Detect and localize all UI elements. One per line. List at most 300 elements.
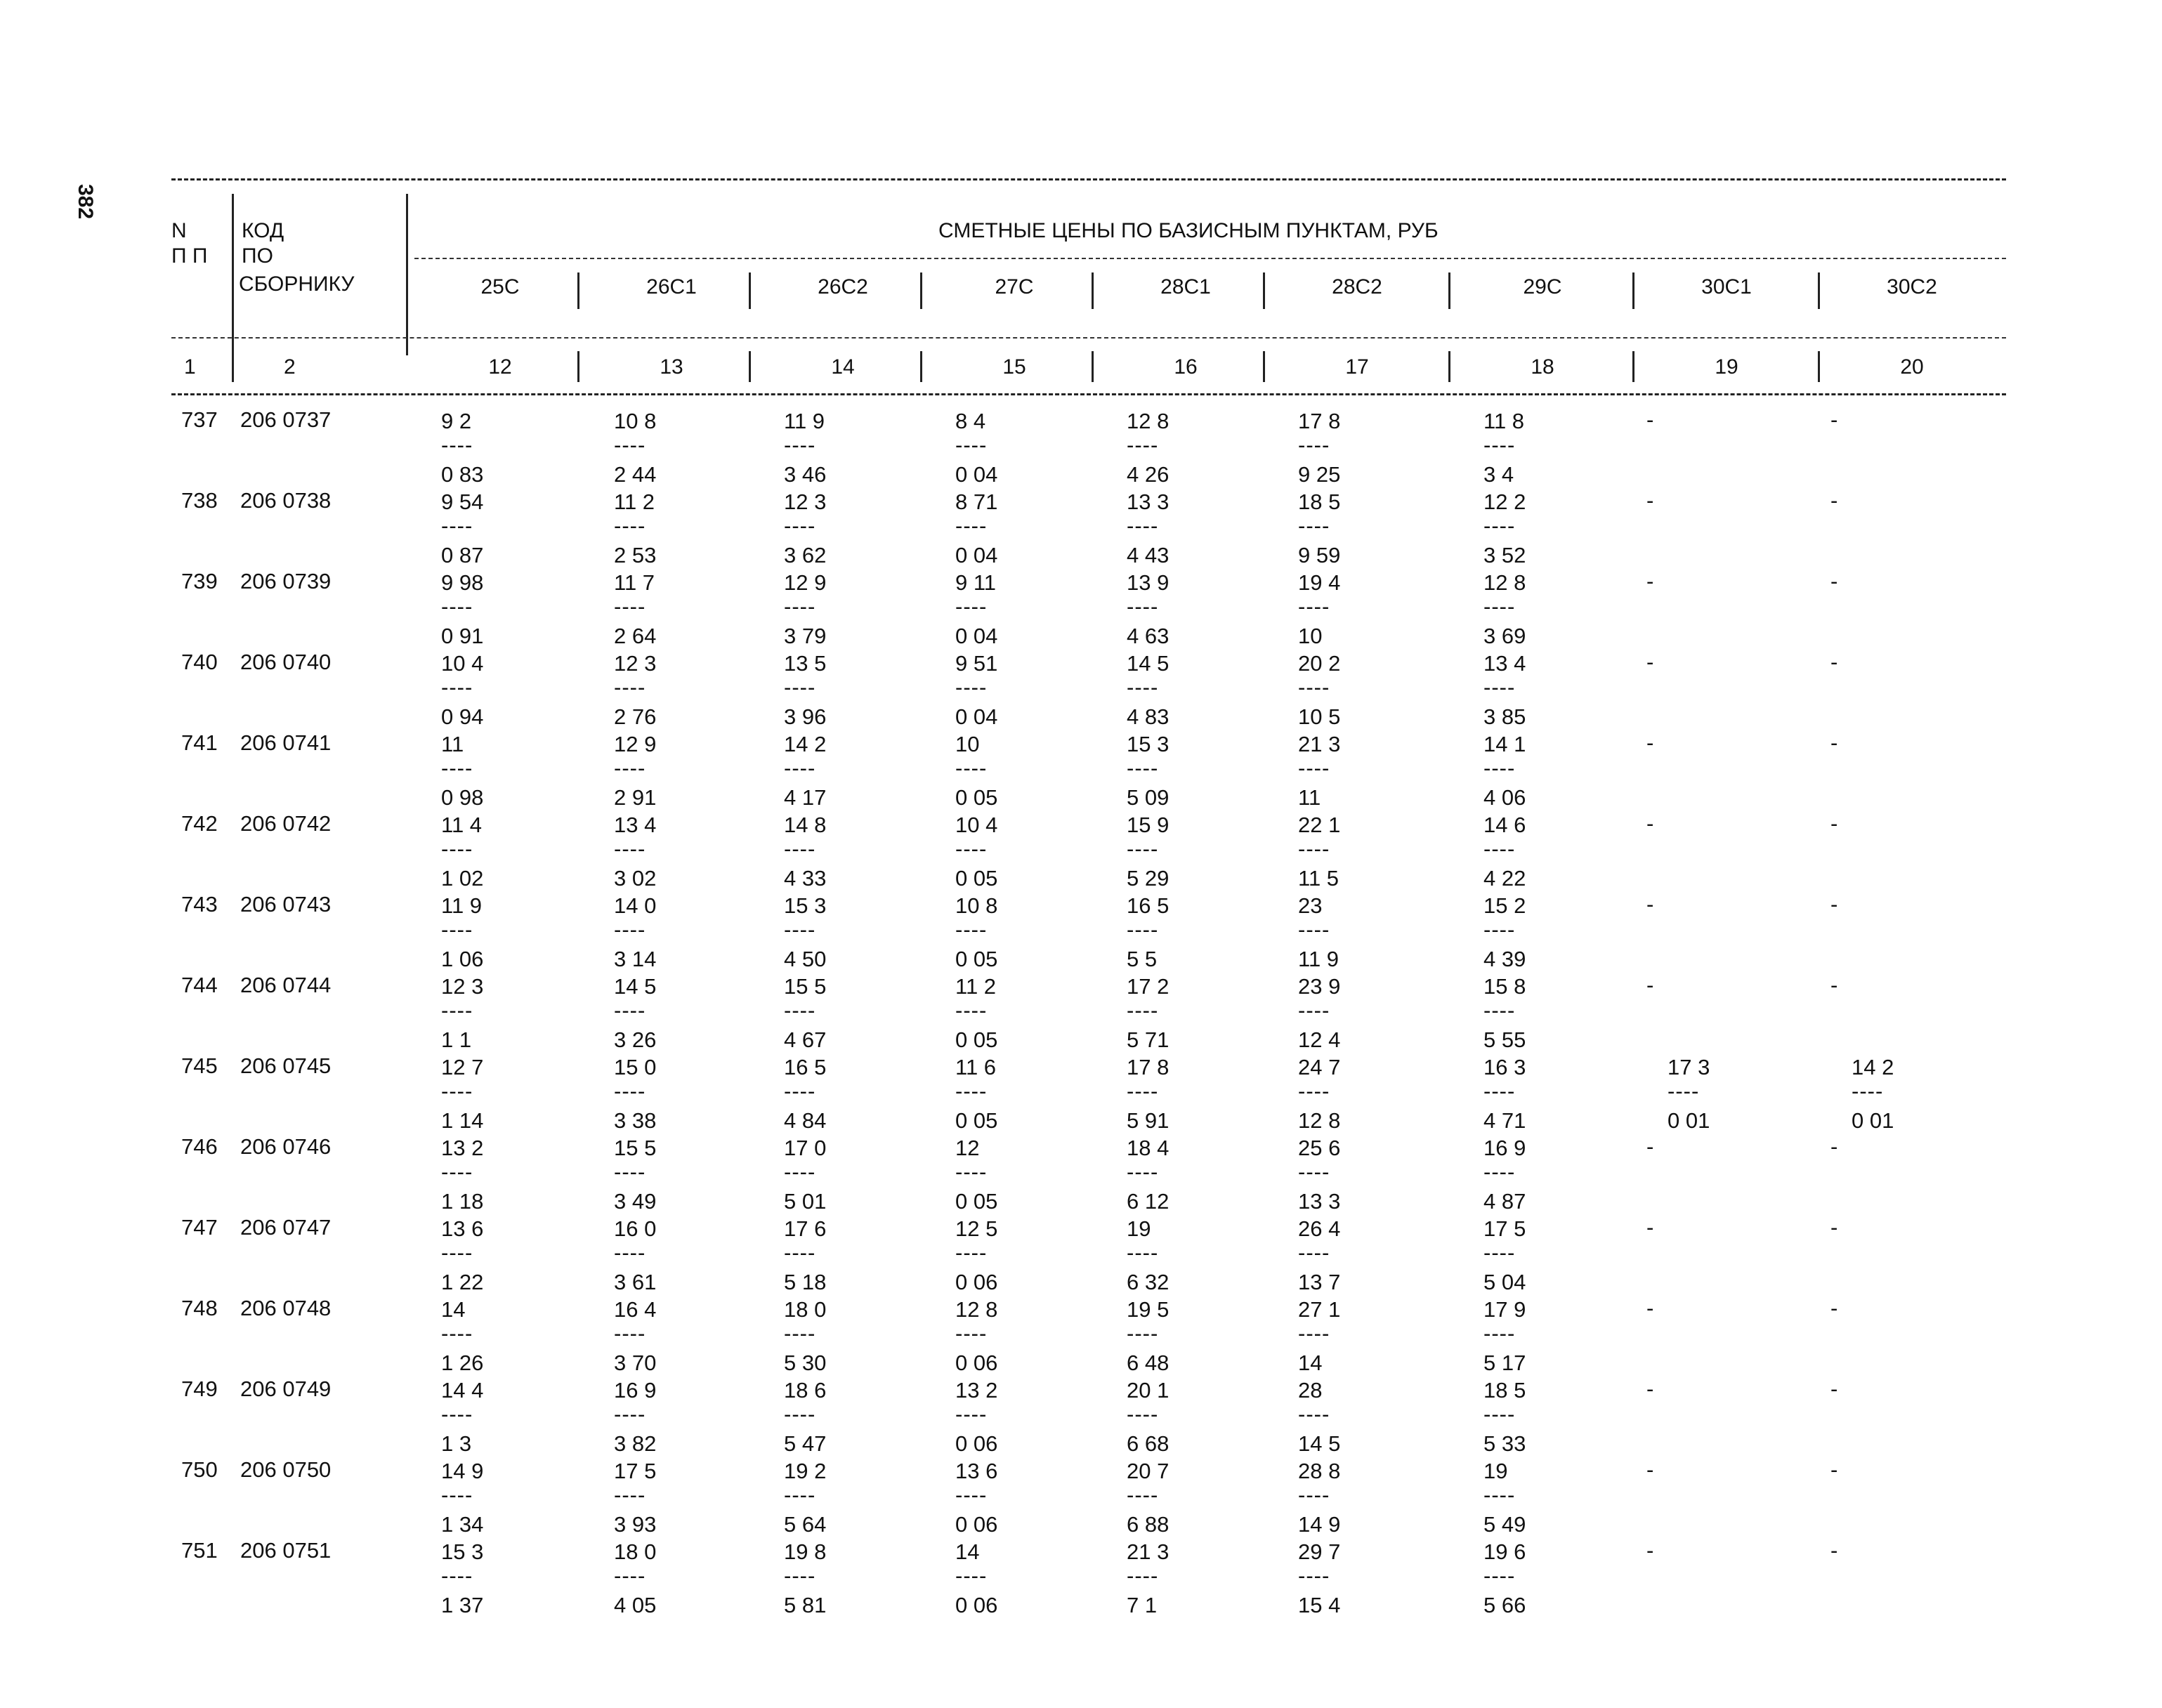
row-code: 206 0738 <box>240 488 332 513</box>
price-cell <box>1298 1296 1340 1377</box>
fraction-rule: ---- <box>784 998 816 1023</box>
price-value: 0 04 <box>955 704 998 729</box>
price-value: 4 87 <box>1483 1189 1526 1214</box>
price-value: 13 5 <box>784 651 827 676</box>
price-value: 10 <box>1298 624 1323 648</box>
price-value: 13 7 <box>1298 1270 1341 1294</box>
price-value: 1 14 <box>441 1108 484 1133</box>
price-value: 5 17 <box>1483 1351 1526 1375</box>
fraction-rule: ---- <box>441 1321 473 1346</box>
fraction-rule: ---- <box>1298 1563 1330 1588</box>
price-value: 5 64 <box>784 1512 827 1537</box>
price-value: 6 68 <box>1127 1431 1170 1456</box>
price-cell <box>441 811 483 893</box>
row-number: 747 <box>181 1215 218 1240</box>
price-value: 13 3 <box>1127 490 1170 514</box>
price-value: 26 4 <box>1298 1216 1341 1241</box>
price-cell <box>784 488 826 570</box>
price-value: 15 9 <box>1127 813 1170 837</box>
fraction-rule: ---- <box>441 1240 473 1265</box>
fraction-rule: ---- <box>1483 836 1516 861</box>
fraction-rule: ---- <box>441 594 473 619</box>
price-value: 24 7 <box>1298 1055 1341 1079</box>
price-value: 14 5 <box>614 974 657 999</box>
price-value: 5 04 <box>1483 1270 1526 1294</box>
row-code: 206 0750 <box>240 1457 332 1482</box>
fraction-rule: ---- <box>1298 1483 1330 1507</box>
price-cell <box>1483 811 1526 893</box>
price-value: 14 5 <box>1127 651 1170 676</box>
price-cell <box>1127 569 1169 650</box>
price-value: 1 02 <box>441 866 484 891</box>
price-value: 2 76 <box>614 704 657 729</box>
price-cell <box>441 569 483 650</box>
price-value: 11 2 <box>614 490 655 514</box>
fraction-rule: ---- <box>1298 1160 1330 1184</box>
price-value: 3 49 <box>614 1189 657 1214</box>
column-number: 1 <box>184 355 196 379</box>
column-divider <box>1448 351 1450 382</box>
price-cell <box>441 1053 483 1135</box>
price-cell <box>1483 1215 1526 1296</box>
price-value: 19 <box>1127 1216 1151 1241</box>
price-value: 9 59 <box>1298 543 1341 567</box>
empty-value: - <box>1830 892 1838 917</box>
row-number: 748 <box>181 1296 218 1320</box>
fraction-rule: ---- <box>441 1483 473 1507</box>
price-value: 4 67 <box>784 1027 827 1052</box>
price-value: 3 62 <box>784 543 827 567</box>
price-value: 5 81 <box>784 1593 827 1617</box>
price-value: 6 32 <box>1127 1270 1170 1294</box>
row-code: 206 0749 <box>240 1377 332 1401</box>
price-value: 2 53 <box>614 543 657 567</box>
price-value: 16 5 <box>784 1055 827 1079</box>
row-number: 738 <box>181 488 218 513</box>
price-cell <box>1483 1538 1526 1620</box>
fraction-rule: ---- <box>614 1321 646 1346</box>
price-value: 16 0 <box>614 1216 657 1241</box>
price-cell <box>1298 1134 1340 1216</box>
price-value: 1 18 <box>441 1189 484 1214</box>
price-cell <box>1127 1377 1169 1458</box>
price-value: 27 1 <box>1298 1297 1341 1322</box>
price-cell <box>784 892 826 973</box>
price-value: 0 04 <box>955 624 998 648</box>
price-cell <box>614 811 656 893</box>
row-number: 737 <box>181 407 218 432</box>
price-value: 18 5 <box>1298 490 1341 514</box>
price-value: 25 6 <box>1298 1136 1341 1160</box>
header-bottom-rule <box>171 393 2006 395</box>
price-value: 1 1 <box>441 1027 472 1052</box>
column-header: 30С1 <box>1701 275 1752 298</box>
price-cell <box>955 1296 997 1377</box>
price-value: 17 6 <box>784 1216 827 1241</box>
empty-value: - <box>1646 1457 1654 1482</box>
price-cell <box>1298 407 1340 489</box>
fraction-rule: ---- <box>1298 917 1330 942</box>
price-value: 10 8 <box>955 893 998 918</box>
row-number: 740 <box>181 650 218 674</box>
price-cell <box>955 1377 997 1458</box>
price-cell <box>1127 1215 1169 1296</box>
fraction-rule: ---- <box>1298 756 1330 780</box>
fraction-rule: ---- <box>1127 1563 1159 1588</box>
fraction-rule: ---- <box>1127 1483 1159 1507</box>
price-value: 12 4 <box>1298 1027 1341 1052</box>
row-code: 206 0747 <box>240 1215 332 1240</box>
fraction-rule: ---- <box>1298 594 1330 619</box>
fraction-rule: ---- <box>1483 1402 1516 1426</box>
fraction-rule: ---- <box>784 836 816 861</box>
price-cell <box>1127 1538 1169 1620</box>
table-row <box>0 1377 2162 1457</box>
fraction-rule: ---- <box>614 1160 646 1184</box>
price-value: 9 25 <box>1298 462 1341 487</box>
fraction-rule: ---- <box>784 513 816 538</box>
price-value: 12 9 <box>784 570 827 595</box>
price-value: 5 18 <box>784 1270 827 1294</box>
column-header: 25С <box>480 275 520 298</box>
price-cell <box>1298 1377 1340 1458</box>
row-number: 742 <box>181 811 218 836</box>
empty-value: - <box>1646 1377 1654 1401</box>
table-row <box>0 1457 2162 1538</box>
fraction-rule: ---- <box>955 433 988 457</box>
fraction-rule: ---- <box>784 917 816 942</box>
price-cell <box>1483 892 1526 973</box>
price-value: 0 06 <box>955 1593 998 1617</box>
table-row <box>0 1134 2162 1215</box>
price-value: 15 3 <box>1127 732 1170 756</box>
fraction-rule: ---- <box>784 1079 816 1103</box>
price-cell <box>784 1215 826 1296</box>
column-header: 26С2 <box>818 275 868 298</box>
price-value: 15 4 <box>1298 1593 1341 1617</box>
empty-value: - <box>1646 407 1654 432</box>
price-value: 17 8 <box>1127 1055 1170 1079</box>
fraction-rule: ---- <box>1298 998 1330 1023</box>
price-value: 1 06 <box>441 947 484 971</box>
price-value: 23 9 <box>1298 974 1341 999</box>
empty-value: - <box>1830 569 1838 593</box>
price-value: 2 44 <box>614 462 657 487</box>
price-value: 12 8 <box>1298 1108 1341 1133</box>
price-value: 10 8 <box>614 409 657 433</box>
price-value: 11 <box>441 732 464 756</box>
price-value: 15 3 <box>784 893 827 918</box>
fraction-rule: ---- <box>1483 756 1516 780</box>
fraction-rule: ---- <box>614 998 646 1023</box>
fraction-rule: ---- <box>1483 594 1516 619</box>
empty-value: - <box>1646 1296 1654 1320</box>
price-value: 4 39 <box>1483 947 1526 971</box>
fraction-rule: ---- <box>1298 513 1330 538</box>
empty-value: - <box>1830 730 1838 755</box>
price-value: 0 06 <box>955 1351 998 1375</box>
column-number: 15 <box>1002 355 1026 379</box>
price-value: 12 8 <box>1483 570 1526 595</box>
price-value: 13 3 <box>1298 1189 1341 1214</box>
fraction-rule: ---- <box>441 836 473 861</box>
price-cell <box>1668 1053 1710 1135</box>
price-cell <box>1298 1215 1340 1296</box>
price-value: 19 8 <box>784 1539 827 1564</box>
price-cell <box>1483 1296 1526 1377</box>
row-code: 206 0742 <box>240 811 332 836</box>
fraction-rule: ---- <box>1483 675 1516 699</box>
column-divider <box>1448 272 1450 309</box>
price-value: 12 8 <box>955 1297 998 1322</box>
price-value: 0 94 <box>441 704 484 729</box>
price-cell <box>1483 1134 1526 1216</box>
fraction-rule: ---- <box>1483 1160 1516 1184</box>
table-row <box>0 730 2162 811</box>
price-value: 4 06 <box>1483 785 1526 810</box>
fraction-rule: ---- <box>614 594 646 619</box>
price-value: 11 <box>1298 785 1321 810</box>
price-value: 1 22 <box>441 1270 484 1294</box>
price-cell <box>955 1053 997 1135</box>
fraction-rule: ---- <box>784 756 816 780</box>
price-cell <box>614 650 656 731</box>
price-cell <box>1298 488 1340 570</box>
price-cell <box>614 1457 656 1539</box>
price-cell <box>955 569 997 650</box>
fraction-rule: ---- <box>614 836 646 861</box>
empty-value: - <box>1830 650 1838 674</box>
price-value: 0 06 <box>955 1431 998 1456</box>
price-value: 28 8 <box>1298 1459 1341 1483</box>
table-row <box>0 488 2162 569</box>
price-value: 9 2 <box>441 409 472 433</box>
price-value: 4 33 <box>784 866 827 891</box>
price-value: 0 05 <box>955 785 998 810</box>
table-row <box>0 407 2162 488</box>
column-divider <box>1818 351 1820 382</box>
price-value: 15 5 <box>784 974 827 999</box>
fraction-rule: ---- <box>955 1240 988 1265</box>
price-value: 19 <box>1483 1459 1508 1483</box>
price-value: 16 4 <box>614 1297 657 1322</box>
price-cell <box>1127 892 1169 973</box>
price-value: 14 8 <box>784 813 827 837</box>
price-cell <box>955 973 997 1054</box>
fraction-rule: ---- <box>784 1240 816 1265</box>
price-value: 14 2 <box>784 732 827 756</box>
price-cell <box>784 1053 826 1135</box>
empty-value: - <box>1646 1538 1654 1563</box>
fraction-rule: ---- <box>441 756 473 780</box>
fraction-rule: ---- <box>614 1240 646 1265</box>
price-value: 19 6 <box>1483 1539 1526 1564</box>
fraction-rule: ---- <box>955 1160 988 1184</box>
price-value: 0 04 <box>955 543 998 567</box>
row-code: 206 0743 <box>240 892 332 917</box>
price-value: 5 5 <box>1127 947 1158 971</box>
column-divider <box>232 351 234 382</box>
price-value: 5 55 <box>1483 1027 1526 1052</box>
fraction-rule: ---- <box>955 1321 988 1346</box>
fraction-rule: ---- <box>1298 1079 1330 1103</box>
price-value: 6 88 <box>1127 1512 1170 1537</box>
fraction-rule: ---- <box>1298 1402 1330 1426</box>
fraction-rule: ---- <box>441 675 473 699</box>
price-cell <box>784 1296 826 1377</box>
price-value: 4 17 <box>784 785 827 810</box>
price-value: 17 8 <box>1298 409 1341 433</box>
col-code-label-3: СБОРНИКУ <box>239 272 355 296</box>
column-header: 29С <box>1523 275 1562 298</box>
price-value: 12 7 <box>441 1055 484 1079</box>
row-code: 206 0741 <box>240 730 332 755</box>
price-value: 11 9 <box>1298 947 1339 971</box>
price-value: 6 12 <box>1127 1189 1170 1214</box>
fraction-rule: ---- <box>614 513 646 538</box>
price-value: 20 7 <box>1127 1459 1170 1483</box>
price-cell <box>1127 811 1169 893</box>
col-n-label-2: П П <box>171 244 208 268</box>
price-value: 10 4 <box>955 813 998 837</box>
price-cell <box>1852 1053 1894 1135</box>
price-cell <box>614 1215 656 1296</box>
price-cell <box>1483 650 1526 731</box>
empty-value: - <box>1830 1134 1838 1159</box>
price-value: 5 91 <box>1127 1108 1170 1133</box>
price-cell <box>1127 730 1169 812</box>
column-header: 26С1 <box>646 275 697 298</box>
price-value: 0 01 <box>1852 1108 1894 1133</box>
empty-value: - <box>1646 488 1654 513</box>
price-value: 3 26 <box>614 1027 657 1052</box>
price-value: 16 3 <box>1483 1055 1526 1079</box>
fraction-rule: ---- <box>1127 836 1159 861</box>
price-cell <box>1298 569 1340 650</box>
row-number: 746 <box>181 1134 218 1159</box>
fraction-rule: ---- <box>614 1402 646 1426</box>
row-code: 206 0746 <box>240 1134 332 1159</box>
price-cell <box>955 1538 997 1620</box>
fraction-rule: ---- <box>784 1563 816 1588</box>
fraction-rule: ---- <box>1127 998 1159 1023</box>
fraction-rule: ---- <box>441 998 473 1023</box>
price-cell <box>1127 1296 1169 1377</box>
fraction-rule: ---- <box>614 1079 646 1103</box>
fraction-rule: ---- <box>955 1079 988 1103</box>
price-cell <box>1483 730 1526 812</box>
price-value: 0 91 <box>441 624 484 648</box>
fraction-rule: ---- <box>441 1563 473 1588</box>
price-value: 16 9 <box>1483 1136 1526 1160</box>
price-value: 18 6 <box>784 1378 827 1402</box>
empty-value: - <box>1830 1296 1838 1320</box>
fraction-rule: ---- <box>1127 433 1159 457</box>
price-cell <box>441 1457 483 1539</box>
fraction-rule: ---- <box>955 1402 988 1426</box>
price-value: 4 43 <box>1127 543 1170 567</box>
column-number: 2 <box>284 355 296 379</box>
price-value: 3 14 <box>614 947 657 971</box>
price-value: 14 9 <box>441 1459 484 1483</box>
price-cell <box>1127 650 1169 731</box>
price-value: 12 3 <box>441 974 484 999</box>
fraction-rule: ---- <box>784 675 816 699</box>
fraction-rule: ---- <box>441 513 473 538</box>
column-number: 13 <box>660 355 683 379</box>
fraction-rule: ---- <box>441 433 473 457</box>
price-cell <box>1483 1457 1526 1539</box>
price-cell <box>784 730 826 812</box>
table-row <box>0 1053 2162 1134</box>
row-number: 751 <box>181 1538 218 1563</box>
price-value: 16 9 <box>614 1378 657 1402</box>
fraction-rule: ---- <box>1298 1321 1330 1346</box>
price-value: 4 05 <box>614 1593 657 1617</box>
empty-value: - <box>1646 973 1654 997</box>
row-code: 206 0744 <box>240 973 332 997</box>
price-value: 4 63 <box>1127 624 1170 648</box>
table-row <box>0 1538 2162 1619</box>
price-cell <box>1298 650 1340 731</box>
price-value: 16 5 <box>1127 893 1170 918</box>
price-value: 6 48 <box>1127 1351 1170 1375</box>
price-cell <box>955 650 997 731</box>
fraction-rule: ---- <box>614 1483 646 1507</box>
price-value: 4 83 <box>1127 704 1170 729</box>
price-value: 4 50 <box>784 947 827 971</box>
fraction-rule: ---- <box>1483 513 1516 538</box>
fraction-rule: ---- <box>1298 1240 1330 1265</box>
price-value: 3 82 <box>614 1431 657 1456</box>
fraction-rule: ---- <box>784 1321 816 1346</box>
price-value: 13 4 <box>614 813 657 837</box>
fraction-rule: ---- <box>955 998 988 1023</box>
price-value: 8 71 <box>955 490 998 514</box>
fraction-rule: ---- <box>614 756 646 780</box>
price-value: 3 52 <box>1483 543 1526 567</box>
price-value: 14 4 <box>441 1378 484 1402</box>
price-value: 22 1 <box>1298 813 1341 837</box>
row-code: 206 0740 <box>240 650 332 674</box>
price-value: 10 4 <box>441 651 484 676</box>
fraction-rule: ---- <box>1127 513 1159 538</box>
fraction-rule: ---- <box>1127 756 1159 780</box>
fraction-rule: ---- <box>1483 1079 1516 1103</box>
fraction-rule: ---- <box>614 433 646 457</box>
price-cell <box>441 488 483 570</box>
price-value: 4 84 <box>784 1108 827 1133</box>
fraction-rule: ---- <box>955 1483 988 1507</box>
fraction-rule: ---- <box>441 1160 473 1184</box>
empty-value: - <box>1646 650 1654 674</box>
empty-value: - <box>1830 1377 1838 1401</box>
price-cell <box>441 1134 483 1216</box>
fraction-rule: ---- <box>784 1402 816 1426</box>
price-value: 11 6 <box>955 1055 997 1079</box>
fraction-rule: ---- <box>784 1483 816 1507</box>
price-value: 12 8 <box>1127 409 1170 433</box>
fraction-rule: ---- <box>955 1563 988 1588</box>
empty-value: - <box>1830 1538 1838 1563</box>
price-value: 17 2 <box>1127 974 1170 999</box>
price-cell <box>955 730 997 812</box>
price-cell <box>441 730 483 812</box>
row-number: 744 <box>181 973 218 997</box>
price-value: 0 87 <box>441 543 484 567</box>
fraction-rule: ---- <box>1668 1079 1700 1103</box>
column-number: 14 <box>831 355 855 379</box>
